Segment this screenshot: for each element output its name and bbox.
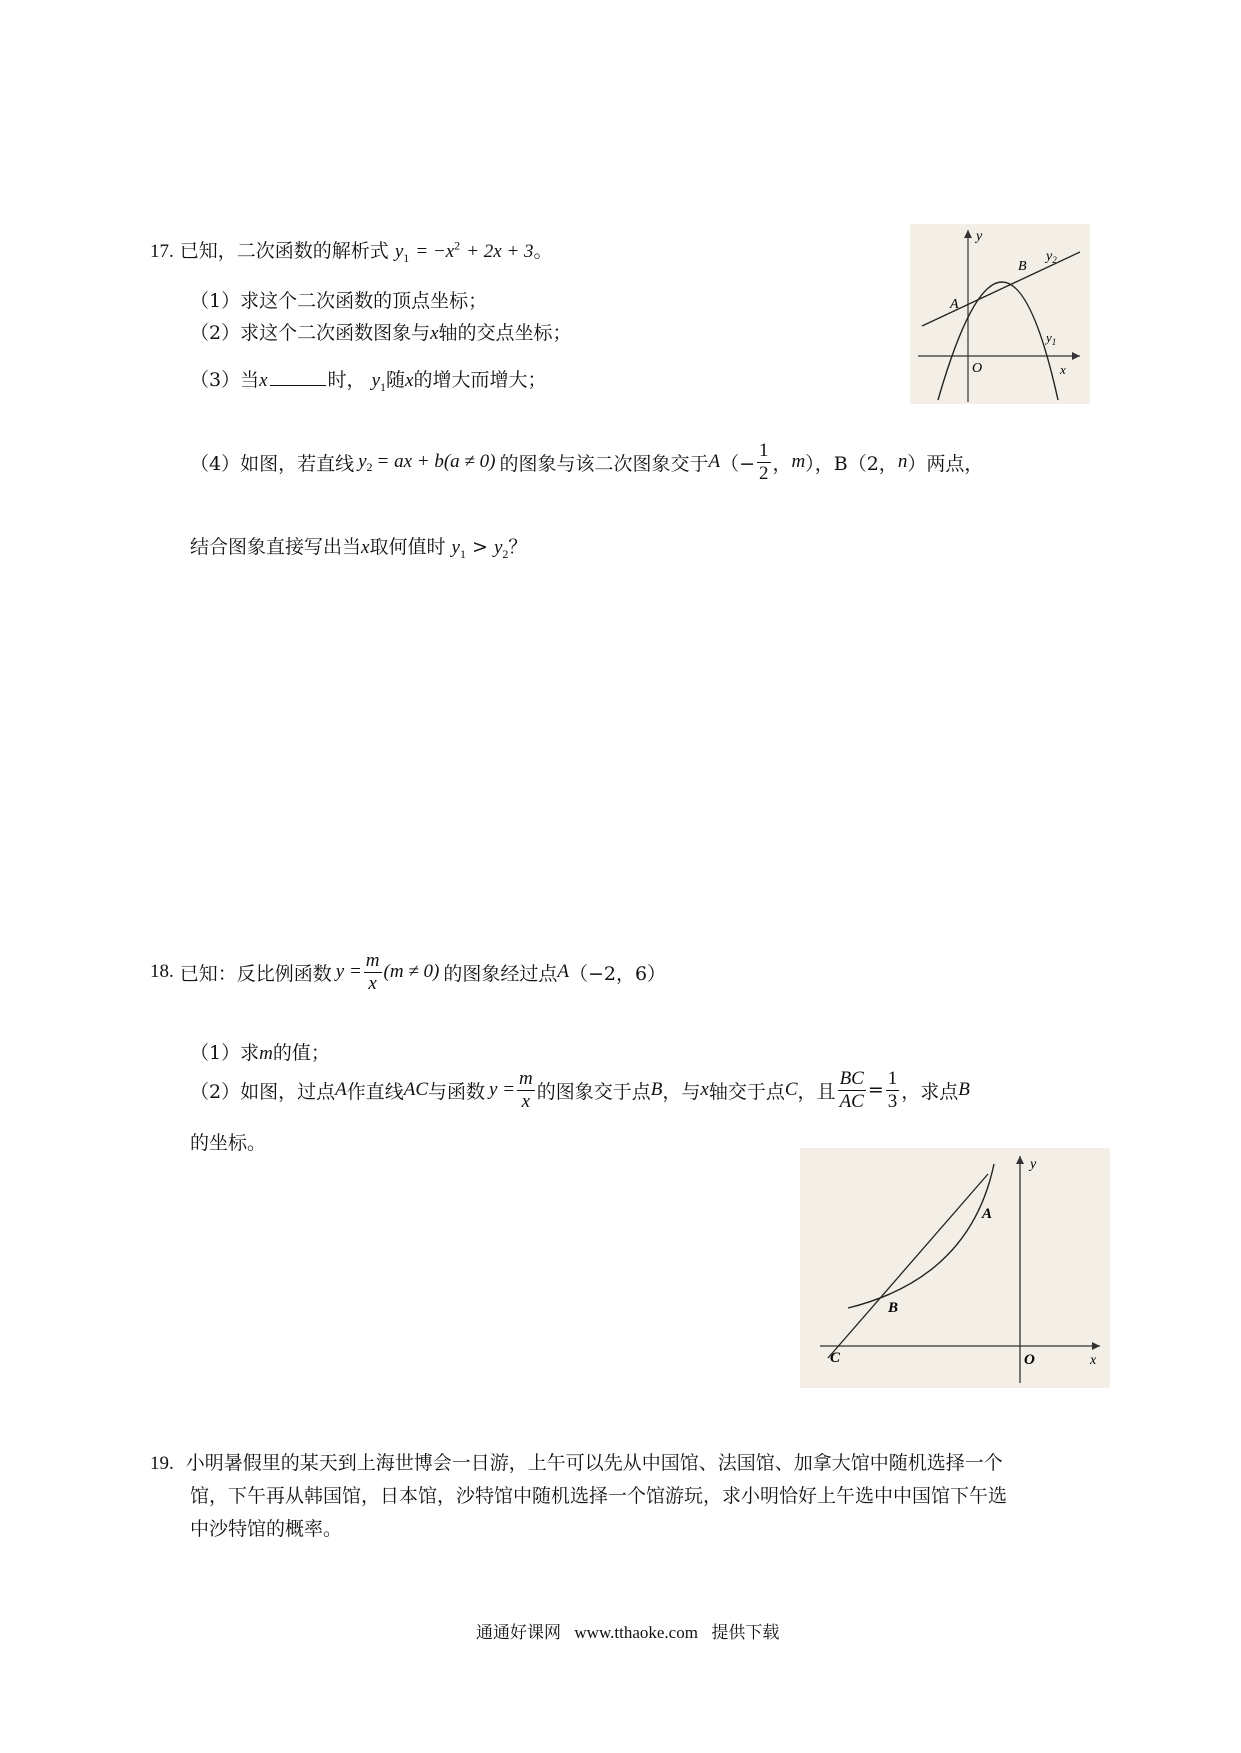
q18-part2-y: y = [489,1079,516,1101]
q18-stem-cond: (m ≠ 0) [383,961,440,983]
q18-fig-x-label: x [1090,1353,1097,1368]
q18-stem [150,950,666,995]
q17-part4-b: 的图象与该二次图象交于 [499,452,709,475]
q18-part2-a: （2）如图，过点 [190,1080,336,1103]
q18-part1 [190,1038,330,1065]
q18-part2-d: 的图象交于点 [536,1080,651,1103]
q18-part2-eq: = [867,1079,884,1102]
q17-formula-rhs-a: = −x [415,241,455,262]
q17-part3-var: x [259,370,268,391]
q17-figure [910,224,1090,404]
q19-block [150,1448,1003,1475]
q17-number: 17. [150,241,174,262]
q17-part4-line2-a: 结合图象直接写出当 [190,536,362,558]
q18-part2-x: x [700,1079,709,1101]
q17-figure-background [910,224,1090,404]
q17-part3-b: 时， [327,369,366,391]
q18-stem-y: y = [335,961,362,983]
footer-url[interactable]: www.tthaoke.com [574,1623,698,1642]
q17-part4-ysub: 2 [366,459,373,474]
q18-stem-frac [364,950,382,995]
q17-part2-b: 轴的交点坐标； [438,322,572,344]
q18-part2-B2: B [958,1079,970,1101]
q18-number: 18. [150,961,174,983]
q18-fig-origin: O [1024,1352,1035,1368]
q17-part3-a: （3）当 [190,369,260,391]
q17-part4-n: n [897,451,908,473]
q17-part3-y: y [371,370,381,391]
q18-part2-frac [517,1068,535,1113]
q17-fig-y2: $y_2$ [1046,249,1057,265]
q18-part2-ratio [838,1068,866,1113]
q17-part4-A: A [708,451,721,473]
q18-stem-a: 已知：反比例函数 [179,962,332,985]
q18-part2-c: 与函数 [428,1080,486,1103]
footer-suffix: 提供下载 [711,1623,780,1643]
q17-part4-y: y [358,451,367,473]
q18-fig-C: C [830,1350,841,1366]
q17-formula-exp: 2 [454,238,461,253]
q18-part2 [190,1068,970,1113]
q17-part4-a: （4）如图，若直线 [190,452,355,475]
q18-fig-A: A [982,1206,993,1222]
q17-formula-rhs-b: + 2x + 3 [466,241,534,262]
q17-fig-B: B [1018,259,1027,274]
q18-frac-bot: x [368,972,377,994]
q18-part1-b: 的值； [272,1042,330,1064]
q18-fig-y-label: y [1030,1157,1037,1172]
q17-formula-lhs-sub: 1 [403,250,410,265]
q17-part3-blank[interactable] [270,369,326,386]
q18-part2-b: 作直线 [346,1080,404,1103]
q17-fig-y-label: y [976,229,983,244]
q17-part4-line2-x: x [361,537,370,558]
q17-part4-eq: = ax + b(a ≠ 0) [376,451,496,473]
q18-part2-C: C [784,1079,798,1101]
q17-part4-y1: y [451,537,460,558]
q18-val-bot: 3 [887,1090,898,1112]
q17-part4-y2sub: 2 [502,546,509,561]
q18-part2-line2: 的坐标。 [190,1132,267,1154]
q17-part4-frac-bot: 2 [759,462,769,484]
q17-stem [150,236,553,266]
q17-part4-q: ？ [508,536,528,558]
q17-fig-A: A [950,297,959,312]
q18-figure-background [800,1148,1110,1388]
q17-part4-line2-b: 取何值时 [369,536,446,558]
q18-part2-f: 轴交于点 [708,1080,785,1103]
q18-figure [800,1148,1110,1388]
q17-fig-origin: O [972,361,983,376]
q17-part2-a: （2）求这个二次函数图象与 [190,322,431,344]
page-footer [476,1618,779,1643]
q18-part2-frac-top: m [519,1068,533,1089]
q17-part4-frac [757,440,771,485]
q18-part2-AC: AC [403,1079,428,1101]
q17-part4-c: （− [720,452,755,475]
q18-part1-a: （1）求 [190,1042,260,1064]
q17-part3-d: 的增大而增大； [413,369,547,391]
q17-part3 [190,365,547,395]
q17-formula-lhs: y [394,241,404,262]
q17-fig-y1: $y_1$ [1046,330,1057,347]
q17-part4-y2: y [493,537,503,558]
q17-part4-d: ， [772,452,792,475]
q17-part4-y1sub: 1 [459,546,466,561]
q19-line2: 馆，下午再从韩国馆，日本馆，沙特馆中随机选择一个馆游玩，求小明恰好上午选中中国馆下午选 [190,1485,1008,1507]
q17-part2 [190,318,572,345]
q18-stem-A: A [557,961,569,983]
q18-part2-g: ，且 [797,1080,836,1103]
q18-part2-e: ，与 [662,1080,701,1103]
q17-part3-ysub: 1 [380,379,387,394]
q18-stem-b: 的图象经过点 [443,962,558,985]
q17-part2-var: x [430,323,439,344]
q18-ratio-top: BC [839,1068,864,1089]
q19-line3: 中沙特馆的概率。 [190,1518,343,1540]
q18-part2-B: B [650,1079,663,1101]
q18-part2-val [886,1068,900,1113]
q17-part4-gt: > [472,536,488,558]
q18-frac-top: m [365,950,380,971]
q18-part2-A: A [335,1079,347,1101]
q17-part4 [190,440,983,485]
q17-part4-frac-top: 1 [759,440,769,461]
q17-part3-var2: x [405,370,414,391]
q18-part2-h: ，求点 [901,1080,959,1103]
q18-ratio-bot: AC [839,1090,864,1112]
q17-stem-text: 已知，二次函数的解析式 [179,240,389,262]
q18-fig-B: B [888,1300,899,1316]
q18-part1-m: m [259,1043,273,1064]
q19-number: 19. [150,1453,174,1474]
q17-part4-f: ）两点， [907,452,984,475]
q18-part2-frac-bot: x [521,1090,531,1112]
q17-part4-line2 [190,532,527,562]
q19-line1: 小明暑假里的某天到上海世博会一日游，上午可以先从中国馆、法国馆、加拿大馆中随机选择一个 [185,1452,1003,1474]
q17-part4-e: ），B（2， [805,452,898,475]
q17-part3-c: 随 [386,369,406,391]
footer-site-name: 通通好课网 [476,1623,561,1643]
q17-part1: （1）求这个二次函数的顶点坐标； [190,290,488,312]
q17-stem-end: 。 [533,240,553,262]
q18-stem-c: （−2，6） [568,962,667,985]
q17-part4-m: m [791,451,806,473]
q18-val-top: 1 [887,1068,898,1089]
q17-fig-x-label: x [1060,362,1066,377]
